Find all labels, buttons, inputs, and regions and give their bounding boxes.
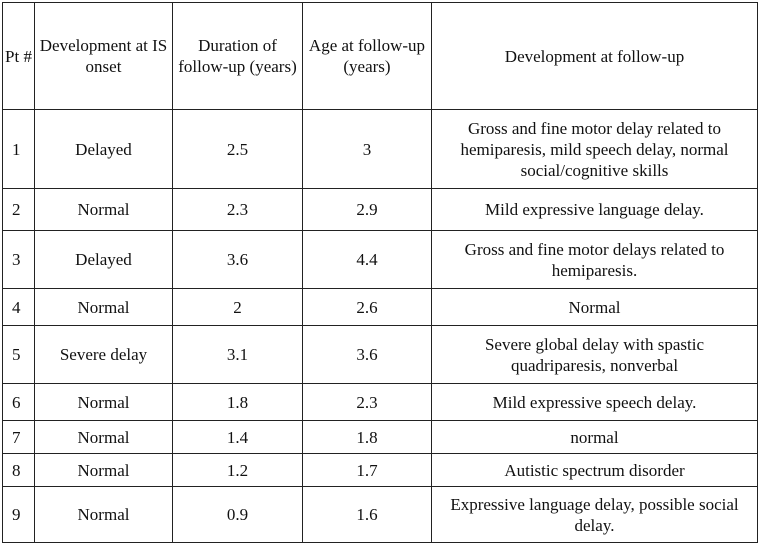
cell-age: 2.9 xyxy=(303,189,432,231)
table-row xyxy=(3,110,758,189)
cell-duration: 1.8 xyxy=(173,384,303,421)
cell-followup: Gross and fine motor delay related to hemiparesis, mild speech delay, normal social/cognitive skills xyxy=(432,110,758,189)
cell-onset: Severe delay xyxy=(35,326,173,384)
cell-age: 3 xyxy=(303,110,432,189)
cell-followup: Mild expressive language delay. xyxy=(432,189,758,231)
cell-duration: 2.3 xyxy=(173,189,303,231)
cell-age: 2.6 xyxy=(303,289,432,326)
cell-followup: Severe global delay with spastic quadriparesis, nonverbal xyxy=(432,326,758,384)
cell-pt: 9 xyxy=(3,487,35,543)
cell-onset: Delayed xyxy=(35,110,173,189)
cell-pt: 3 xyxy=(3,231,35,289)
cell-pt: 2 xyxy=(3,189,35,231)
cell-followup: Mild expressive speech delay. xyxy=(432,384,758,421)
cell-onset: Normal xyxy=(35,421,173,454)
cell-age: 1.8 xyxy=(303,421,432,454)
cell-followup: normal xyxy=(432,421,758,454)
cell-age: 4.4 xyxy=(303,231,432,289)
cell-age: 1.6 xyxy=(303,487,432,543)
cell-followup: Gross and fine motor delays related to hemiparesis. xyxy=(432,231,758,289)
cell-onset: Normal xyxy=(35,189,173,231)
cell-duration: 2 xyxy=(173,289,303,326)
cell-onset: Normal xyxy=(35,454,173,487)
table-header xyxy=(3,3,758,110)
cell-onset: Delayed xyxy=(35,231,173,289)
table-row xyxy=(3,231,758,289)
header-row xyxy=(3,3,758,110)
cell-age: 2.3 xyxy=(303,384,432,421)
table-row xyxy=(3,487,758,543)
cell-duration: 1.2 xyxy=(173,454,303,487)
header-pt: Pt # xyxy=(3,3,35,110)
header-development-followup: Development at follow-up xyxy=(432,3,758,110)
table-row xyxy=(3,454,758,487)
header-duration-followup: Duration of follow-up (years) xyxy=(173,3,303,110)
cell-pt: 7 xyxy=(3,421,35,454)
cell-pt: 6 xyxy=(3,384,35,421)
table-row xyxy=(3,189,758,231)
cell-pt: 5 xyxy=(3,326,35,384)
cell-duration: 3.6 xyxy=(173,231,303,289)
cell-followup: Normal xyxy=(432,289,758,326)
header-development-onset: Development at IS onset xyxy=(35,3,173,110)
cell-pt: 8 xyxy=(3,454,35,487)
cell-onset: Normal xyxy=(35,289,173,326)
table-row xyxy=(3,421,758,454)
table-row xyxy=(3,289,758,326)
table-body xyxy=(3,110,758,543)
cell-duration: 3.1 xyxy=(173,326,303,384)
cell-age: 1.7 xyxy=(303,454,432,487)
development-table xyxy=(2,2,758,543)
cell-pt: 4 xyxy=(3,289,35,326)
table-row xyxy=(3,326,758,384)
cell-onset: Normal xyxy=(35,487,173,543)
header-age-followup: Age at follow-up (years) xyxy=(303,3,432,110)
cell-age: 3.6 xyxy=(303,326,432,384)
cell-pt: 1 xyxy=(3,110,35,189)
cell-duration: 1.4 xyxy=(173,421,303,454)
cell-onset: Normal xyxy=(35,384,173,421)
cell-followup: Expressive language delay, possible social delay. xyxy=(432,487,758,543)
cell-duration: 0.9 xyxy=(173,487,303,543)
cell-duration: 2.5 xyxy=(173,110,303,189)
cell-followup: Autistic spectrum disorder xyxy=(432,454,758,487)
table-row xyxy=(3,384,758,421)
